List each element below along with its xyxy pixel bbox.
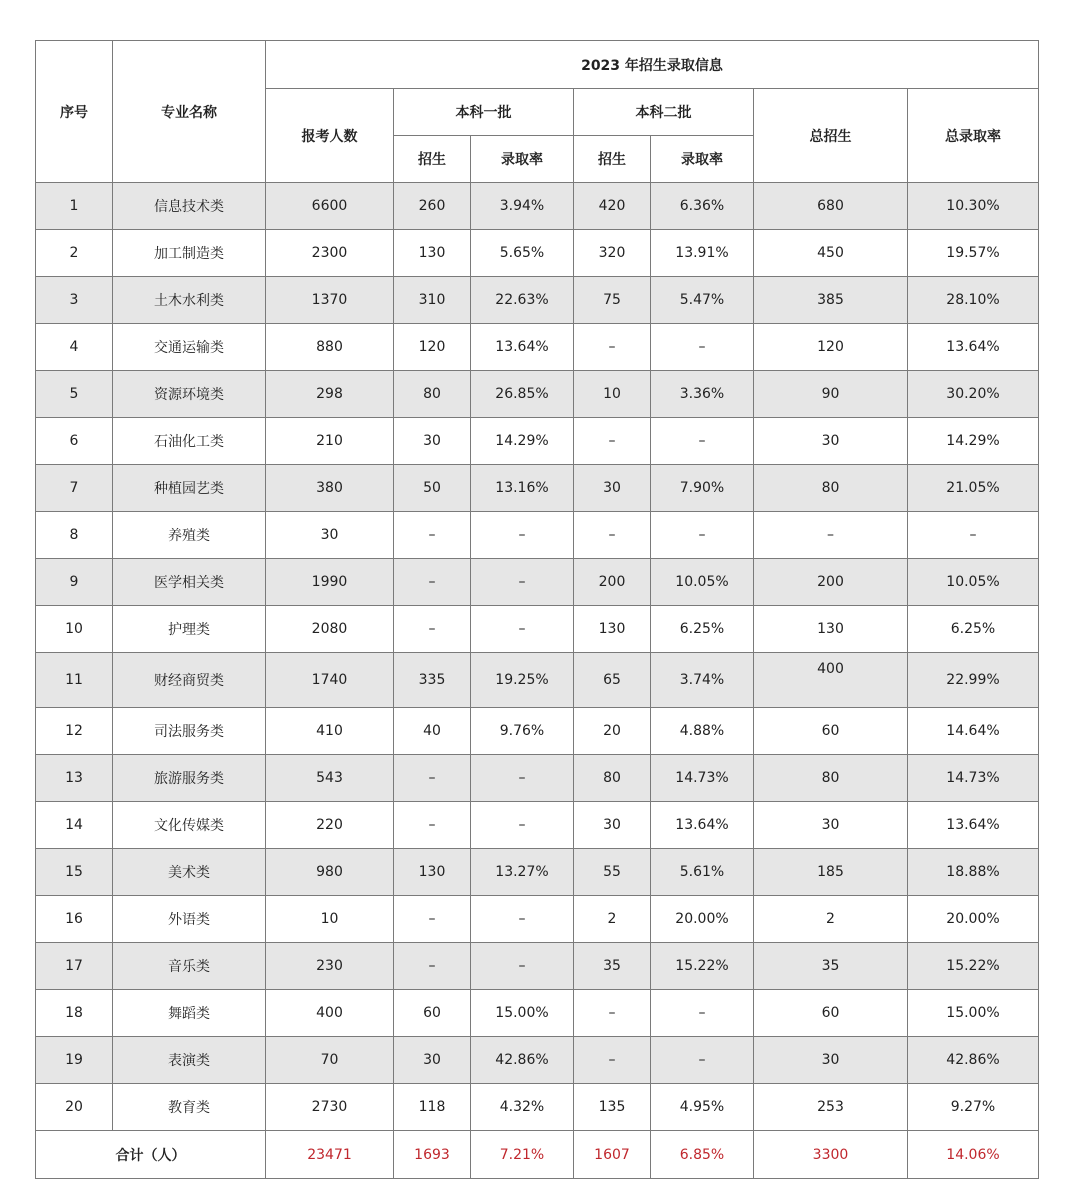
cell-major: 音乐类 — [113, 943, 266, 990]
cell-b2-rate: 7.90% — [651, 465, 754, 512]
cell-total-enroll: 30 — [754, 418, 908, 465]
table-row — [36, 324, 1039, 371]
cell-total-rate: 42.86% — [908, 1037, 1039, 1084]
admission-table — [35, 40, 1039, 1179]
cell-b2-rate: – — [651, 512, 754, 559]
cell-seq: 15 — [36, 849, 113, 896]
table-body — [36, 183, 1039, 1179]
cell-major: 文化传媒类 — [113, 802, 266, 849]
cell-total-rate: 22.99% — [908, 653, 1039, 708]
total-row — [36, 1131, 1039, 1179]
cell-major: 养殖类 — [113, 512, 266, 559]
cell-b2-rate: 13.64% — [651, 802, 754, 849]
cell-total-enroll: 90 — [754, 371, 908, 418]
header-group-title: 2023 年招生录取信息 — [266, 41, 1039, 89]
cell-b2-rate: 5.61% — [651, 849, 754, 896]
cell-total-enroll: 120 — [754, 324, 908, 371]
cell-b2-rate: 3.36% — [651, 371, 754, 418]
header-b2-rate: 录取率 — [651, 136, 754, 183]
cell-b2-enroll: 320 — [574, 230, 651, 277]
cell-seq: 11 — [36, 653, 113, 708]
cell-applicants: 400 — [266, 990, 394, 1037]
cell-b2-rate: 13.91% — [651, 230, 754, 277]
cell-major: 种植园艺类 — [113, 465, 266, 512]
cell-b2-enroll: – — [574, 512, 651, 559]
cell-total-rate: 13.64% — [908, 802, 1039, 849]
cell-applicants: 298 — [266, 371, 394, 418]
cell-b2-enroll: 420 — [574, 183, 651, 230]
cell-seq: 16 — [36, 896, 113, 943]
cell-major: 教育类 — [113, 1084, 266, 1131]
cell-b2-enroll: – — [574, 990, 651, 1037]
cell-total-rate: 14.73% — [908, 755, 1039, 802]
cell-b2-enroll: – — [574, 324, 651, 371]
cell-applicants: 2730 — [266, 1084, 394, 1131]
total-b2-enroll: 1607 — [574, 1131, 651, 1179]
cell-b2-rate: 5.47% — [651, 277, 754, 324]
cell-major: 加工制造类 — [113, 230, 266, 277]
cell-b1-enroll: 80 — [394, 371, 471, 418]
cell-total-enroll: 200 — [754, 559, 908, 606]
cell-b1-rate: 13.27% — [471, 849, 574, 896]
cell-applicants: 410 — [266, 708, 394, 755]
cell-seq: 9 — [36, 559, 113, 606]
header-total-enroll: 总招生 — [754, 89, 908, 183]
cell-major: 财经商贸类 — [113, 653, 266, 708]
cell-total-enroll: 35 — [754, 943, 908, 990]
cell-b1-enroll: – — [394, 802, 471, 849]
table-row — [36, 802, 1039, 849]
header-major: 专业名称 — [113, 41, 266, 183]
cell-total-enroll: 80 — [754, 755, 908, 802]
cell-b1-enroll: – — [394, 606, 471, 653]
table-row — [36, 418, 1039, 465]
cell-major: 土木水利类 — [113, 277, 266, 324]
cell-seq: 6 — [36, 418, 113, 465]
cell-b1-enroll: 130 — [394, 230, 471, 277]
table-row — [36, 512, 1039, 559]
table-row — [36, 1084, 1039, 1131]
cell-b1-rate: 3.94% — [471, 183, 574, 230]
table-row — [36, 1037, 1039, 1084]
total-b2-rate: 6.85% — [651, 1131, 754, 1179]
table-row — [36, 559, 1039, 606]
cell-total-rate: 13.64% — [908, 324, 1039, 371]
cell-applicants: 2080 — [266, 606, 394, 653]
cell-b1-rate: 15.00% — [471, 990, 574, 1037]
cell-total-enroll: 2 — [754, 896, 908, 943]
cell-seq: 20 — [36, 1084, 113, 1131]
cell-seq: 10 — [36, 606, 113, 653]
cell-b2-enroll: 10 — [574, 371, 651, 418]
cell-major: 医学相关类 — [113, 559, 266, 606]
cell-total-rate: 19.57% — [908, 230, 1039, 277]
header-batch2: 本科二批 — [574, 89, 754, 136]
cell-b1-enroll: 130 — [394, 849, 471, 896]
total-b1-enroll: 1693 — [394, 1131, 471, 1179]
cell-total-enroll: 60 — [754, 990, 908, 1037]
cell-b1-enroll: 118 — [394, 1084, 471, 1131]
total-b1-rate: 7.21% — [471, 1131, 574, 1179]
header-applicants: 报考人数 — [266, 89, 394, 183]
cell-total-enroll: 253 — [754, 1084, 908, 1131]
cell-b1-enroll: 30 — [394, 418, 471, 465]
table-row — [36, 183, 1039, 230]
cell-seq: 4 — [36, 324, 113, 371]
cell-b2-enroll: 30 — [574, 802, 651, 849]
cell-b1-rate: – — [471, 755, 574, 802]
cell-applicants: 380 — [266, 465, 394, 512]
cell-total-enroll: 30 — [754, 1037, 908, 1084]
cell-b1-rate: – — [471, 559, 574, 606]
cell-total-rate: 15.00% — [908, 990, 1039, 1037]
cell-b1-rate: 9.76% — [471, 708, 574, 755]
total-applicants: 23471 — [266, 1131, 394, 1179]
cell-b1-enroll: – — [394, 755, 471, 802]
cell-b1-rate: 26.85% — [471, 371, 574, 418]
cell-seq: 1 — [36, 183, 113, 230]
cell-major: 舞蹈类 — [113, 990, 266, 1037]
header-total-rate: 总录取率 — [908, 89, 1039, 183]
cell-b2-rate: 20.00% — [651, 896, 754, 943]
total-total-rate: 14.06% — [908, 1131, 1039, 1179]
cell-seq: 3 — [36, 277, 113, 324]
table-row — [36, 943, 1039, 990]
cell-b2-rate: – — [651, 1037, 754, 1084]
cell-total-rate: 18.88% — [908, 849, 1039, 896]
total-label: 合计（人） — [36, 1131, 266, 1179]
cell-seq: 13 — [36, 755, 113, 802]
cell-total-rate: 15.22% — [908, 943, 1039, 990]
table-row — [36, 849, 1039, 896]
cell-b1-enroll: – — [394, 896, 471, 943]
cell-b2-enroll: 80 — [574, 755, 651, 802]
cell-applicants: 210 — [266, 418, 394, 465]
cell-b1-enroll: 30 — [394, 1037, 471, 1084]
cell-b1-rate: – — [471, 943, 574, 990]
cell-b1-rate: 19.25% — [471, 653, 574, 708]
table-row — [36, 277, 1039, 324]
cell-applicants: 2300 — [266, 230, 394, 277]
cell-seq: 7 — [36, 465, 113, 512]
table-row — [36, 896, 1039, 943]
cell-b2-enroll: 200 — [574, 559, 651, 606]
cell-b2-rate: 3.74% — [651, 653, 754, 708]
cell-applicants: 1370 — [266, 277, 394, 324]
cell-b1-enroll: 60 — [394, 990, 471, 1037]
cell-b2-rate: 6.36% — [651, 183, 754, 230]
cell-b1-rate: – — [471, 512, 574, 559]
cell-major: 交通运输类 — [113, 324, 266, 371]
cell-applicants: 6600 — [266, 183, 394, 230]
cell-b2-rate: – — [651, 324, 754, 371]
cell-total-enroll: – — [754, 512, 908, 559]
cell-seq: 5 — [36, 371, 113, 418]
cell-b2-enroll: – — [574, 418, 651, 465]
cell-b2-enroll: 35 — [574, 943, 651, 990]
cell-b2-enroll: 20 — [574, 708, 651, 755]
cell-major: 石油化工类 — [113, 418, 266, 465]
cell-applicants: 220 — [266, 802, 394, 849]
cell-b2-rate: 6.25% — [651, 606, 754, 653]
cell-major: 表演类 — [113, 1037, 266, 1084]
cell-b2-enroll: – — [574, 1037, 651, 1084]
cell-total-rate: 30.20% — [908, 371, 1039, 418]
cell-b2-enroll: 55 — [574, 849, 651, 896]
cell-total-enroll: 400 — [754, 653, 908, 708]
cell-b2-rate: 4.88% — [651, 708, 754, 755]
cell-b1-rate: 22.63% — [471, 277, 574, 324]
cell-applicants: 543 — [266, 755, 394, 802]
cell-b1-rate: – — [471, 606, 574, 653]
cell-major: 外语类 — [113, 896, 266, 943]
cell-total-rate: 10.05% — [908, 559, 1039, 606]
cell-b2-enroll: 65 — [574, 653, 651, 708]
cell-total-rate: 14.64% — [908, 708, 1039, 755]
cell-b1-enroll: 50 — [394, 465, 471, 512]
cell-total-rate: 9.27% — [908, 1084, 1039, 1131]
cell-b1-rate: 14.29% — [471, 418, 574, 465]
cell-b1-rate: 13.64% — [471, 324, 574, 371]
table-row — [36, 755, 1039, 802]
cell-seq: 19 — [36, 1037, 113, 1084]
cell-b1-enroll: 40 — [394, 708, 471, 755]
table-row — [36, 990, 1039, 1037]
cell-b1-enroll: 120 — [394, 324, 471, 371]
cell-total-rate: 10.30% — [908, 183, 1039, 230]
cell-total-rate: 14.29% — [908, 418, 1039, 465]
cell-total-enroll: 680 — [754, 183, 908, 230]
cell-total-rate: – — [908, 512, 1039, 559]
cell-total-rate: 6.25% — [908, 606, 1039, 653]
header-batch1: 本科一批 — [394, 89, 574, 136]
table-row — [36, 606, 1039, 653]
cell-b2-rate: 10.05% — [651, 559, 754, 606]
cell-b2-enroll: 30 — [574, 465, 651, 512]
cell-seq: 14 — [36, 802, 113, 849]
cell-b1-enroll: 310 — [394, 277, 471, 324]
cell-b1-rate: – — [471, 802, 574, 849]
cell-major: 旅游服务类 — [113, 755, 266, 802]
cell-applicants: 980 — [266, 849, 394, 896]
cell-total-enroll: 130 — [754, 606, 908, 653]
cell-seq: 17 — [36, 943, 113, 990]
table-row — [36, 708, 1039, 755]
cell-major: 资源环境类 — [113, 371, 266, 418]
header-b1-enroll: 招生 — [394, 136, 471, 183]
cell-total-rate: 28.10% — [908, 277, 1039, 324]
cell-b2-rate: 4.95% — [651, 1084, 754, 1131]
cell-b2-rate: – — [651, 418, 754, 465]
cell-seq: 18 — [36, 990, 113, 1037]
cell-b2-enroll: 135 — [574, 1084, 651, 1131]
cell-major: 美术类 — [113, 849, 266, 896]
cell-applicants: 10 — [266, 896, 394, 943]
cell-total-enroll: 30 — [754, 802, 908, 849]
cell-b1-enroll: 260 — [394, 183, 471, 230]
cell-total-rate: 21.05% — [908, 465, 1039, 512]
cell-total-enroll: 450 — [754, 230, 908, 277]
cell-seq: 2 — [36, 230, 113, 277]
cell-applicants: 70 — [266, 1037, 394, 1084]
cell-b1-enroll: – — [394, 512, 471, 559]
cell-b2-rate: 14.73% — [651, 755, 754, 802]
cell-b1-rate: 42.86% — [471, 1037, 574, 1084]
cell-major: 护理类 — [113, 606, 266, 653]
cell-b1-enroll: 335 — [394, 653, 471, 708]
header-b1-rate: 录取率 — [471, 136, 574, 183]
cell-b2-enroll: 2 — [574, 896, 651, 943]
table-row — [36, 371, 1039, 418]
cell-major: 信息技术类 — [113, 183, 266, 230]
cell-b2-enroll: 75 — [574, 277, 651, 324]
cell-b2-rate: – — [651, 990, 754, 1037]
table-header — [36, 41, 1039, 183]
cell-total-enroll: 80 — [754, 465, 908, 512]
header-seq: 序号 — [36, 41, 113, 183]
cell-total-enroll: 60 — [754, 708, 908, 755]
cell-b2-rate: 15.22% — [651, 943, 754, 990]
cell-b1-rate: 4.32% — [471, 1084, 574, 1131]
total-total-enroll: 3300 — [754, 1131, 908, 1179]
cell-b1-rate: – — [471, 896, 574, 943]
header-b2-enroll: 招生 — [574, 136, 651, 183]
cell-applicants: 230 — [266, 943, 394, 990]
cell-seq: 8 — [36, 512, 113, 559]
cell-applicants: 1740 — [266, 653, 394, 708]
cell-total-enroll: 385 — [754, 277, 908, 324]
cell-b2-enroll: 130 — [574, 606, 651, 653]
table-row — [36, 465, 1039, 512]
cell-b1-enroll: – — [394, 943, 471, 990]
cell-applicants: 30 — [266, 512, 394, 559]
cell-seq: 12 — [36, 708, 113, 755]
table-row — [36, 230, 1039, 277]
cell-applicants: 1990 — [266, 559, 394, 606]
table-row — [36, 653, 1039, 708]
cell-applicants: 880 — [266, 324, 394, 371]
cell-b1-enroll: – — [394, 559, 471, 606]
cell-total-enroll: 185 — [754, 849, 908, 896]
cell-total-rate: 20.00% — [908, 896, 1039, 943]
cell-b1-rate: 13.16% — [471, 465, 574, 512]
cell-major: 司法服务类 — [113, 708, 266, 755]
cell-b1-rate: 5.65% — [471, 230, 574, 277]
